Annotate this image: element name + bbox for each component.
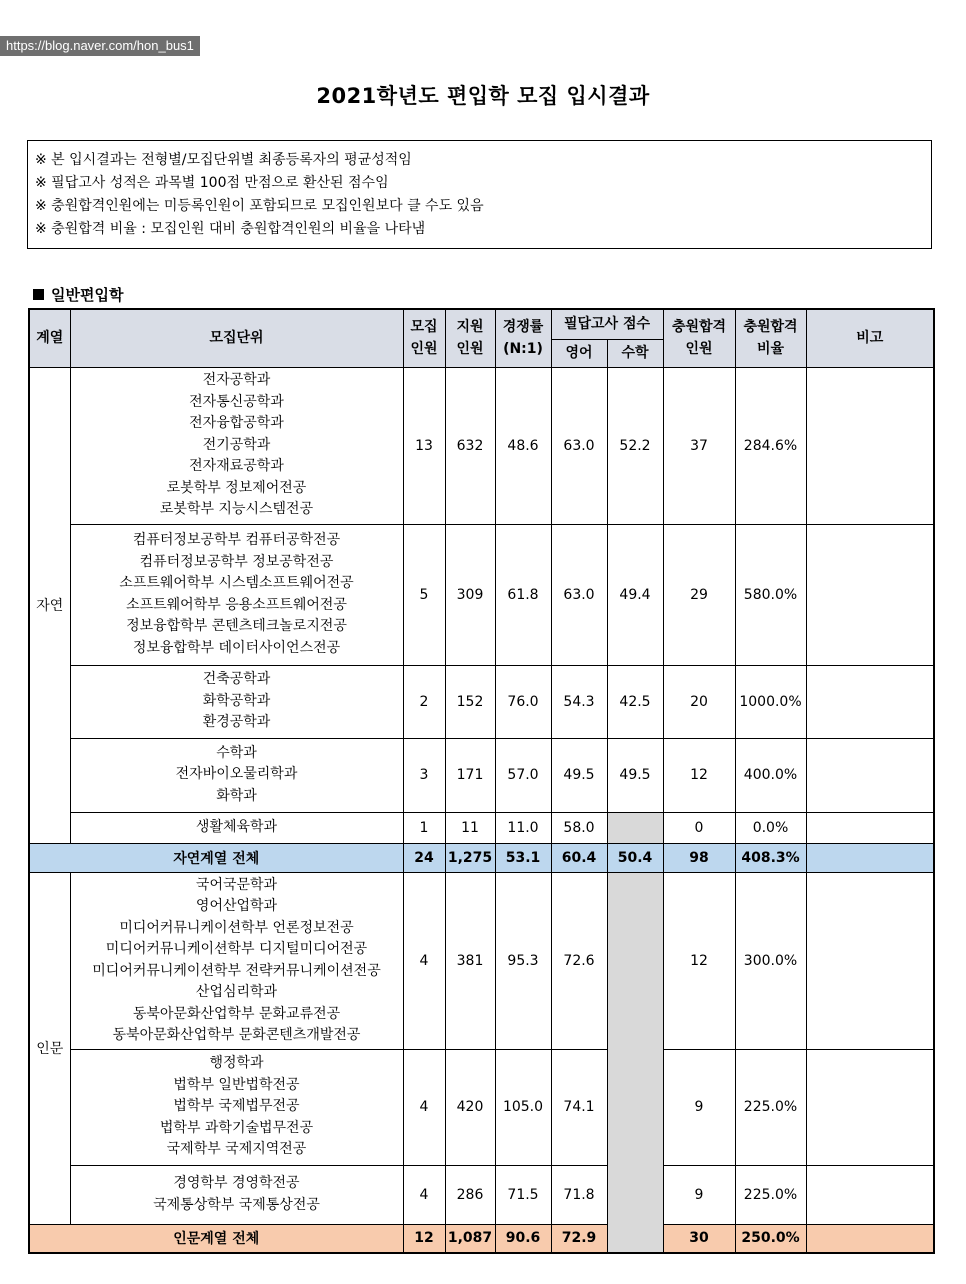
note-line: ※ 필답고사 성적은 과목별 100점 만점으로 환산된 점수임 (35, 175, 389, 191)
recruit-cell: 24 (403, 843, 445, 872)
english-cell: 60.4 (551, 843, 607, 872)
ratio-cell: 57.0 (495, 738, 551, 812)
extra-cell: 12 (663, 738, 735, 812)
math-cell: 42.5 (607, 665, 663, 738)
header-category: 계열 (29, 309, 70, 367)
applicants-cell: 309 (445, 524, 495, 665)
blog-url-tag: https://blog.naver.com/hon_bus1 (0, 36, 200, 56)
ratio-cell: 11.0 (495, 812, 551, 843)
extra-ratio-cell: 300.0% (735, 872, 806, 1049)
note-cell (806, 524, 934, 665)
recruit-cell: 13 (403, 367, 445, 524)
extra-cell: 0 (663, 812, 735, 843)
results-table (28, 308, 935, 1254)
ratio-cell: 95.3 (495, 872, 551, 1049)
recruit-cell: 3 (403, 738, 445, 812)
extra-cell: 20 (663, 665, 735, 738)
extra-ratio-cell: 0.0% (735, 812, 806, 843)
page-title: 2021학년도 편입학 모집 입시결과 (316, 84, 650, 108)
table-row (29, 872, 934, 1049)
applicants-cell: 632 (445, 367, 495, 524)
recruit-cell: 12 (403, 1224, 445, 1253)
header-math: 수학 (607, 339, 663, 367)
section-title (33, 284, 123, 305)
english-cell: 63.0 (551, 367, 607, 524)
applicants-cell: 1,087 (445, 1224, 495, 1253)
ratio-cell: 76.0 (495, 665, 551, 738)
english-cell: 58.0 (551, 812, 607, 843)
recruit-cell: 4 (403, 1165, 445, 1224)
english-cell: 72.6 (551, 872, 607, 1049)
math-cell-empty (607, 872, 663, 1253)
note-cell (806, 665, 934, 738)
extra-cell: 37 (663, 367, 735, 524)
note-line: ※ 본 입시결과는 전형별/모집단위별 최종등록자의 평균성적임 (35, 152, 412, 168)
extra-cell: 29 (663, 524, 735, 665)
ratio-cell: 61.8 (495, 524, 551, 665)
math-cell: 50.4 (607, 843, 663, 872)
english-cell: 54.3 (551, 665, 607, 738)
math-cell: 49.5 (607, 738, 663, 812)
notes-box (27, 140, 932, 249)
header-english: 영어 (551, 339, 607, 367)
table-row (29, 1165, 934, 1224)
total-label: 자연계열 전체 (29, 843, 403, 872)
recruit-cell: 4 (403, 1049, 445, 1165)
applicants-cell: 152 (445, 665, 495, 738)
extra-ratio-cell: 225.0% (735, 1049, 806, 1165)
ratio-cell: 53.1 (495, 843, 551, 872)
ratio-cell: 71.5 (495, 1165, 551, 1224)
header-row (29, 309, 934, 339)
note-cell (806, 367, 934, 524)
table-row (29, 812, 934, 843)
note-cell (806, 1224, 934, 1253)
english-cell: 71.8 (551, 1165, 607, 1224)
applicants-cell: 420 (445, 1049, 495, 1165)
header-extra-ratio: 충원합격 비율 (735, 309, 806, 367)
ratio-cell: 90.6 (495, 1224, 551, 1253)
math-cell: 49.4 (607, 524, 663, 665)
note-cell (806, 1049, 934, 1165)
table-row (29, 1049, 934, 1165)
header-ratio: 경쟁률 (N:1) (495, 309, 551, 367)
extra-cell: 9 (663, 1165, 735, 1224)
recruit-cell: 2 (403, 665, 445, 738)
math-cell-empty (607, 812, 663, 843)
english-cell: 49.5 (551, 738, 607, 812)
note-line: ※ 충원합격인원에는 미등록인원이 포함되므로 모집인원보다 클 수도 있음 (35, 198, 484, 214)
extra-ratio-cell: 400.0% (735, 738, 806, 812)
note-line: ※ 충원합격 비율 : 모집인원 대비 충원합격인원의 비율을 나타냄 (35, 221, 426, 237)
header-note: 비고 (806, 309, 934, 367)
extra-ratio-cell: 1000.0% (735, 665, 806, 738)
math-cell: 52.2 (607, 367, 663, 524)
humanities-total-row (29, 1224, 934, 1253)
extra-cell: 98 (663, 843, 735, 872)
extra-cell: 12 (663, 872, 735, 1049)
natural-total-row (29, 843, 934, 872)
table-row (29, 367, 934, 524)
note-cell (806, 812, 934, 843)
extra-ratio-cell: 250.0% (735, 1224, 806, 1253)
unit-list: 생활체육학과 (70, 812, 403, 843)
square-bullet-icon (33, 289, 44, 300)
extra-ratio-cell: 580.0% (735, 524, 806, 665)
extra-cell: 30 (663, 1224, 735, 1253)
recruit-cell: 5 (403, 524, 445, 665)
note-cell (806, 1165, 934, 1224)
table-row (29, 738, 934, 812)
note-cell (806, 872, 934, 1049)
extra-ratio-cell: 225.0% (735, 1165, 806, 1224)
applicants-cell: 286 (445, 1165, 495, 1224)
section-title-text: 일반편입학 (51, 286, 124, 304)
table-row (29, 665, 934, 738)
header-extra: 충원합격 인원 (663, 309, 735, 367)
header-applicants: 지원 인원 (445, 309, 495, 367)
unit-list: 행정학과 법학부 일반법학전공 법학부 국제법무전공 법학부 과학기술법무전공 국제학부 국제지역전공 (70, 1049, 403, 1165)
extra-ratio-cell: 284.6% (735, 367, 806, 524)
unit-list: 국어국문학과 영어산업학과 미디어커뮤니케이션학부 언론정보전공 미디어커뮤니케이션학부 디지털미디어전공 미디어커뮤니케이션학부 전략커뮤니케이션전공 산업심리학과 동북아문화산업학부 문화교류전공 동북아문화산업학부 문화콘텐츠개발전공 (70, 872, 403, 1049)
header-exam: 필답고사 점수 (551, 309, 663, 339)
header-unit: 모집단위 (70, 309, 403, 367)
unit-list: 컴퓨터정보공학부 컴퓨터공학전공 컴퓨터정보공학부 정보공학전공 소프트웨어학부 시스템소프트웨어전공 소프트웨어학부 응용소프트웨어전공 정보융합학부 콘텐츠테크놀로지전공 정보융합학부 데이터사이언스전공 (70, 524, 403, 665)
extra-ratio-cell: 408.3% (735, 843, 806, 872)
applicants-cell: 11 (445, 812, 495, 843)
category-natural: 자연 (29, 367, 70, 843)
unit-list: 경영학부 경영학전공 국제통상학부 국제통상전공 (70, 1165, 403, 1224)
recruit-cell: 4 (403, 872, 445, 1049)
unit-list: 전자공학과 전자통신공학과 전자융합공학과 전기공학과 전자재료공학과 로봇학부 정보제어전공 로봇학부 지능시스템전공 (70, 367, 403, 524)
category-humanities: 인문 (29, 872, 70, 1224)
note-cell (806, 738, 934, 812)
unit-list: 수학과 전자바이오물리학과 화학과 (70, 738, 403, 812)
ratio-cell: 48.6 (495, 367, 551, 524)
total-label: 인문계열 전체 (29, 1224, 403, 1253)
english-cell: 63.0 (551, 524, 607, 665)
english-cell: 72.9 (551, 1224, 607, 1253)
recruit-cell: 1 (403, 812, 445, 843)
table-row (29, 524, 934, 665)
header-recruit: 모집 인원 (403, 309, 445, 367)
ratio-cell: 105.0 (495, 1049, 551, 1165)
applicants-cell: 171 (445, 738, 495, 812)
applicants-cell: 1,275 (445, 843, 495, 872)
english-cell: 74.1 (551, 1049, 607, 1165)
extra-cell: 9 (663, 1049, 735, 1165)
unit-list: 건축공학과 화학공학과 환경공학과 (70, 665, 403, 738)
applicants-cell: 381 (445, 872, 495, 1049)
note-cell (806, 843, 934, 872)
